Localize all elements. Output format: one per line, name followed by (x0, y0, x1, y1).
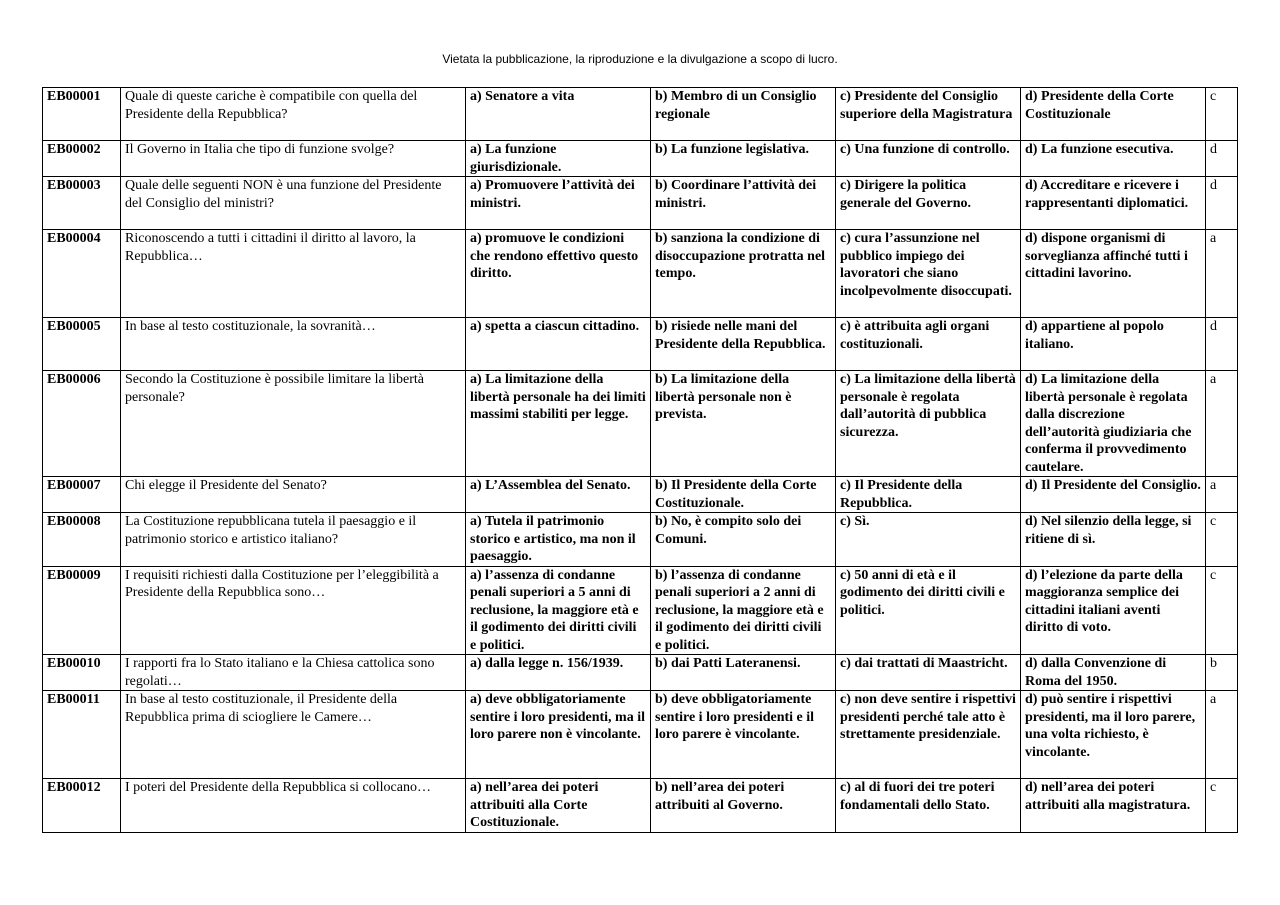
option-a-cell: a) La limitazione della libertà personale ha dei limiti massimi stabiliti per legge. (466, 371, 651, 477)
option-b-cell: b) La limitazione della libertà personale non è prevista. (651, 371, 836, 477)
option-d-cell: d) dalla Convenzione di Roma del 1950. (1021, 655, 1206, 691)
option-c-cell: c) dai trattati di Maastricht. (836, 655, 1021, 691)
option-a-cell: a) Promuovere l’attività dei ministri. (466, 177, 651, 230)
option-a-cell: a) l’assenza di condanne penali superiori a 5 anni di reclusione, la maggiore età e il godimento dei diritti civili e politici. (466, 566, 651, 655)
question-text-cell: La Costituzione repubblicana tutela il paesaggio e il patrimonio storico e artistico italiano? (121, 513, 466, 567)
option-c-cell: c) Il Presidente della Repubblica. (836, 477, 1021, 513)
correct-answer-cell: b (1206, 655, 1238, 691)
question-code-cell: EB00009 (43, 566, 121, 655)
question-text-cell: Riconoscendo a tutti i cittadini il diritto al lavoro, la Repubblica… (121, 230, 466, 318)
question-code-cell: EB00001 (43, 88, 121, 141)
correct-answer-cell: a (1206, 230, 1238, 318)
option-b-cell: b) dai Patti Lateranensi. (651, 655, 836, 691)
option-c-cell: c) non deve sentire i rispettivi presidenti perché tale atto è strettamente presidenziale. (836, 691, 1021, 779)
option-d-cell: d) La funzione esecutiva. (1021, 141, 1206, 177)
option-b-cell: b) nell’area dei poteri attribuiti al Governo. (651, 779, 836, 833)
option-b-cell: b) Membro di un Consiglio regionale (651, 88, 836, 141)
table-row (43, 141, 1238, 177)
option-a-cell: a) Tutela il patrimonio storico e artistico, ma non il paesaggio. (466, 513, 651, 567)
correct-answer-cell: d (1206, 318, 1238, 371)
question-text-cell: Quale delle seguenti NON è una funzione del Presidente del Consiglio del ministri? (121, 177, 466, 230)
question-code-cell: EB00005 (43, 318, 121, 371)
option-a-cell: a) nell’area dei poteri attribuiti alla Corte Costituzionale. (466, 779, 651, 833)
option-c-cell: c) Una funzione di controllo. (836, 141, 1021, 177)
question-text-cell: I rapporti fra lo Stato italiano e la Chiesa cattolica sono regolati… (121, 655, 466, 691)
correct-answer-cell: c (1206, 566, 1238, 655)
question-code-cell: EB00004 (43, 230, 121, 318)
table-row (43, 655, 1238, 691)
question-code-cell: EB00002 (43, 141, 121, 177)
table-row (43, 88, 1238, 141)
option-a-cell: a) promuove le condizioni che rendono effettivo questo diritto. (466, 230, 651, 318)
option-d-cell: d) nell’area dei poteri attribuiti alla magistratura. (1021, 779, 1206, 833)
question-text-cell: I poteri del Presidente della Repubblica si collocano… (121, 779, 466, 833)
correct-answer-cell: a (1206, 371, 1238, 477)
table-row (43, 513, 1238, 567)
option-c-cell: c) La limitazione della libertà personale è regolata dall’autorità di pubblica sicurezza. (836, 371, 1021, 477)
correct-answer-cell: a (1206, 691, 1238, 779)
option-d-cell: d) l’elezione da parte della maggioranza semplice dei cittadini italiani aventi diritto di voto. (1021, 566, 1206, 655)
option-b-cell: b) No, è compito solo dei Comuni. (651, 513, 836, 567)
option-d-cell: d) appartiene al popolo italiano. (1021, 318, 1206, 371)
question-text-cell: I requisiti richiesti dalla Costituzione per l’eleggibilità a Presidente della Repubblica sono… (121, 566, 466, 655)
correct-answer-cell: a (1206, 477, 1238, 513)
option-a-cell: a) La funzione giurisdizionale. (466, 141, 651, 177)
question-code-cell: EB00010 (43, 655, 121, 691)
option-c-cell: c) cura l’assunzione nel pubblico impiego dei lavoratori che siano incolpevolmente disoccupati. (836, 230, 1021, 318)
quiz-table (42, 87, 1238, 833)
question-code-cell: EB00008 (43, 513, 121, 567)
option-a-cell: a) Senatore a vita (466, 88, 651, 141)
question-text-cell: In base al testo costituzionale, la sovranità… (121, 318, 466, 371)
correct-answer-cell: d (1206, 141, 1238, 177)
question-code-cell: EB00006 (43, 371, 121, 477)
table-row (43, 371, 1238, 477)
option-b-cell: b) deve obbligatoriamente sentire i loro presidenti e il loro parere è vincolante. (651, 691, 836, 779)
option-b-cell: b) l’assenza di condanne penali superiori a 2 anni di reclusione, la maggiore età e il godimento dei diritti civili e politici. (651, 566, 836, 655)
question-text-cell: In base al testo costituzionale, il Presidente della Repubblica prima di sciogliere le Camere… (121, 691, 466, 779)
option-b-cell: b) risiede nelle mani del Presidente della Repubblica. (651, 318, 836, 371)
correct-answer-cell: c (1206, 513, 1238, 567)
option-c-cell: c) al di fuori dei tre poteri fondamentali dello Stato. (836, 779, 1021, 833)
table-row (43, 177, 1238, 230)
question-code-cell: EB00003 (43, 177, 121, 230)
question-text-cell: Quale di queste cariche è compatibile con quella del Presidente della Repubblica? (121, 88, 466, 141)
option-d-cell: d) dispone organismi di sorveglianza affinché tutti i cittadini lavorino. (1021, 230, 1206, 318)
option-d-cell: d) La limitazione della libertà personale è regolata dalla discrezione dell’autorità giudiziaria che conferma il provvedimento cautelare. (1021, 371, 1206, 477)
option-a-cell: a) L’Assemblea del Senato. (466, 477, 651, 513)
option-d-cell: d) Nel silenzio della legge, si ritiene di sì. (1021, 513, 1206, 567)
option-a-cell: a) spetta a ciascun cittadino. (466, 318, 651, 371)
question-text-cell: Il Governo in Italia che tipo di funzione svolge? (121, 141, 466, 177)
option-c-cell: c) Dirigere la politica generale del Governo. (836, 177, 1021, 230)
question-code-cell: EB00007 (43, 477, 121, 513)
option-c-cell: c) Sì. (836, 513, 1021, 567)
correct-answer-cell: c (1206, 779, 1238, 833)
table-row (43, 779, 1238, 833)
option-d-cell: d) Il Presidente del Consiglio. (1021, 477, 1206, 513)
option-c-cell: c) 50 anni di età e il godimento dei diritti civili e politici. (836, 566, 1021, 655)
question-code-cell: EB00012 (43, 779, 121, 833)
page-notice: Vietata la pubblicazione, la riproduzione e la divulgazione a scopo di lucro. (442, 52, 838, 66)
table-row (43, 318, 1238, 371)
table-row (43, 566, 1238, 655)
option-b-cell: b) Il Presidente della Corte Costituzionale. (651, 477, 836, 513)
table-row (43, 230, 1238, 318)
question-text-cell: Secondo la Costituzione è possibile limitare la libertà personale? (121, 371, 466, 477)
correct-answer-cell: d (1206, 177, 1238, 230)
question-code-cell: EB00011 (43, 691, 121, 779)
quiz-table-body (43, 88, 1238, 833)
option-d-cell: d) può sentire i rispettivi presidenti, ma il loro parere, una volta richiesto, è vincolante. (1021, 691, 1206, 779)
option-b-cell: b) sanziona la condizione di disoccupazione protratta nel tempo. (651, 230, 836, 318)
option-d-cell: d) Presidente della Corte Costituzionale (1021, 88, 1206, 141)
table-row (43, 477, 1238, 513)
option-b-cell: b) Coordinare l’attività dei ministri. (651, 177, 836, 230)
table-row (43, 691, 1238, 779)
option-a-cell: a) dalla legge n. 156/1939. (466, 655, 651, 691)
option-d-cell: d) Accreditare e ricevere i rappresentanti diplomatici. (1021, 177, 1206, 230)
option-c-cell: c) Presidente del Consiglio superiore della Magistratura (836, 88, 1021, 141)
option-c-cell: c) è attribuita agli organi costituzionali. (836, 318, 1021, 371)
option-b-cell: b) La funzione legislativa. (651, 141, 836, 177)
correct-answer-cell: c (1206, 88, 1238, 141)
option-a-cell: a) deve obbligatoriamente sentire i loro presidenti, ma il loro parere non è vincolante. (466, 691, 651, 779)
question-text-cell: Chi elegge il Presidente del Senato? (121, 477, 466, 513)
